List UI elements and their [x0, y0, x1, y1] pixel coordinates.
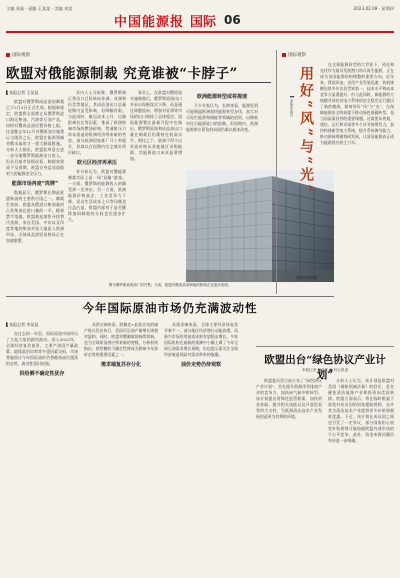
right-column-divider: [276, 50, 277, 294]
photo-caption: 图为俄罗斯某炼油厂的外景。当前，欧盟对俄成品油制裁的影响正在逐步显现。: [108, 283, 232, 287]
second-col1-text: 在过去的一年里，国际原油市场经历了大起大落的剧烈波动。进入2023年，全球经济复苏前景、主要产油国产量政策、地缘政治局势等多重因素交织，市场普遍预计今年国际油价仍将维持高位震荡的态势，波动性依旧较强。: [6, 331, 78, 366]
commentary-title: 用好“风”与“光”: [298, 66, 314, 196]
main-col3b-text: 不少专家认为，长期来看，能源危机可能倒逼欧洲加快能源转型步伐，加大对可再生能源和储能等领域的投资，以降低对化石能源进口的依赖。但短期内，欧洲能源供应紧张的局面仍难以根本改变。: [186, 103, 258, 132]
main-col2b-text: 有分析认为，欧盟对俄能源制裁实际上是一场“双输”游戏。一方面，俄罗斯的能源收入的确受到一定冲击；另一方面，欧洲能源价格高企、工业竞争力下降、民众生活成本上升等问题也日益凸显。欧盟内部对于是否继续加码制裁的分歧也在逐步扩大。: [68, 169, 126, 222]
editor-info: 主编 张磊 · 责编 王某某 · 美编 刘某: [6, 6, 73, 11]
commentary-body: [320, 62, 394, 292]
commentary-body-text: 在全球能源转型的大背景下，风电和光伏作为最具发展潜力的可再生能源，正在成为各国能源结构调整的重要方向。近年来，我国风电、光伏产业发展迅速，装机规模连续多年位居世界第一，技术水平和成本竞争力显著提升。但与此同时，新能源的大规模并网也对电力系统的安全稳定运行提出了新的挑战。如何用好“风”与“光”，在保障能源安全的前提下推动绿色低碳转型，是当前亟需回答的重要课题。这需要从规划、建设、运行和市场等多个环节统筹发力，加快构建新型电力系统，提升系统调节能力，推动源网荷储协同发展，让清洁能源真正成为能源供应的主力军。: [320, 62, 394, 145]
third-headline: 欧盟出台“绿色协议产业计划”: [264, 354, 386, 381]
third-col1-text: 欧盟委员会日前公布了“绿色协议产业计划”，旨在提升欧洲净零排放产业的竞争力，加快向气候中和转型。该计划提出将简化监管框架、加快资金获取、提升相关技能以及开放贸易等四大支柱，为欧洲清洁技术产业发展创造更为有利的环境。: [256, 378, 322, 419]
main-col1-text: 欧盟对俄罗斯成品油的制裁已于2月5日正式生效。根据新规定，欧盟将全面禁止从俄罗斯进口海运柴油、汽油等石油产品，同时对俄成品油设置价格上限。这是继去年12月对俄原油实施禁运与限价之后，欧盟在能源领域对俄采取的又一重大制裁措施。分析人士指出，欧盟此举意在进一步压缩俄罗斯能源出口收入，但从目前市场情况看，制裁效果或不及预期，欧盟自身反而面临更大的能源安全压力。: [6, 99, 64, 176]
second-story-column-4-placeholder: [244, 322, 254, 323]
second-subhead-2: 需求端复苏存分化: [100, 362, 141, 368]
tag-square-icon: [6, 53, 10, 57]
masthead: [6, 4, 394, 34]
section-name: 国际: [190, 14, 217, 30]
second-story-column-3: [164, 322, 238, 574]
brand-block: [114, 12, 241, 28]
main-subhead-2: 欧元区经济再承压: [76, 160, 117, 166]
main-story-column-3: [130, 90, 182, 290]
section-tag-right: [282, 52, 306, 58]
main-story-column-1: [6, 90, 64, 290]
main-col1b-text: 数据显示，俄罗斯长期是欧盟柴油的主要供应国之一。制裁生效前，欧盟从俄进口柴油量约占其柴油总进口量的一半。随着禁令落地，欧盟被迫加快寻找替代货源，来自美国、中东以及印度等地的柴油开始大量流入欧洲市场，全球成品油贸易格局正在加速重塑。: [6, 190, 64, 243]
second-col2-text: 从供应端来看，欧佩克+此前宣布的减产协议仍在执行，美国页岩油产量增长则相对温和。同时，欧盟对俄制裁的持续影响，也为全球原油供应带来新的变数。分析机构指出，供给侧的不确定性将成为影响今年油价走势的重要因素之一。: [84, 322, 158, 357]
main-col3-text: 事实上，在欧盟对俄原油实施制裁后，俄罗斯原油出口并未出现断崖式下降，而是通过调整流向、增加对亚洲等市场的出口保持了总体稳定。国际能源署在最新月报中也指出，俄罗斯原油和成品油出口量在制裁后仍维持在较高水平。相比之下，欧洲不得不以更高价格从其他地区采购能源，其能源进口成本显著增加。: [130, 90, 182, 161]
main-col2-text: 业内人士分析称，俄罗斯则正将出口目标转向非洲、亚洲和拉美等地区，其成品油出口总量短期内虽受影响，但降幅有限。与此同时，航运成本上升、运输距离拉长等因素，推高了欧洲终端市场的燃油价格，给通胀压力尚未消退的欧洲经济带来新的考验。部分欧洲国家炼厂开工率提升，但难以在短期内完全填补供应缺口。: [68, 90, 126, 155]
page-number: 06: [224, 13, 241, 27]
third-story-column-2: [328, 378, 394, 574]
main-story-column-2: [68, 90, 126, 290]
headline-rule: [6, 82, 271, 83]
issue-date: 2023.02.09 · 星期四: [353, 6, 394, 11]
second-subhead-3: 油价走势仍待观察: [180, 362, 221, 368]
main-subhead-3: 欧洲能源转型或将提速: [196, 94, 247, 100]
photo-credit: 视觉中国供图: [296, 276, 317, 280]
section-tag-left: [6, 52, 30, 58]
third-col2-text: 分析人士认为，该计划是欧盟对美国《通胀削减法案》的回应，意在避免清洁能源产业和投资向美国转移。欧盟方面表示，将在临时框架下放宽对成员国的国家援助规则，允许其为清洁技术产业提供更多补贴和税收优惠。不过，该计划在成员国之间也引发了一定争议，部分国家担心放宽补贴规则可能加剧欧盟内部市场的不公平竞争。此外，资金来源问题仍有待进一步明确。: [328, 378, 394, 443]
main-story-column-4: [186, 90, 258, 166]
second-story-column-1: [6, 322, 78, 574]
second-headline-rule: [6, 296, 334, 297]
commentary-author: ▌本报评论员: [290, 96, 294, 117]
second-byline: ▌本报记者 李某某: [6, 322, 39, 327]
masthead-rule: [6, 31, 394, 33]
main-headline: 欧盟对俄能源制裁 究竟谁被“卡脖子”: [6, 66, 238, 82]
second-headline: 今年国际原油市场仍充满波动性: [82, 301, 258, 315]
tag-square-icon-right: [282, 53, 286, 57]
second-col3-text: 从需求端来看，全球主要经济体复苏节奏不一，部分地区经济增长动能放缓，而新兴市场的用油需求则有望稳步增长。多家国际机构在最新的预测中小幅上调了今年全球石油需求增长预期，但也提示需关注全球经济衰退风险对需求带来的拖累。: [164, 322, 238, 357]
section-tag-left-label: 国际视窗: [12, 53, 30, 58]
second-story-column-2: [84, 322, 158, 574]
section-tag-right-label: 国际观察: [288, 53, 306, 58]
main-subhead-1: 能源市场再度“洗牌”: [11, 181, 59, 187]
second-subhead-1: 供给侧不确定性犹存: [19, 371, 65, 377]
third-story-column-1: [256, 378, 322, 574]
third-story-top-rule: [256, 346, 394, 347]
third-byline: 本报记者 赵某某 ■ 综合报道: [301, 368, 349, 372]
main-byline: ▌本报记者 王某某: [6, 90, 39, 95]
newspaper-logo: 中国能源报: [114, 14, 185, 30]
